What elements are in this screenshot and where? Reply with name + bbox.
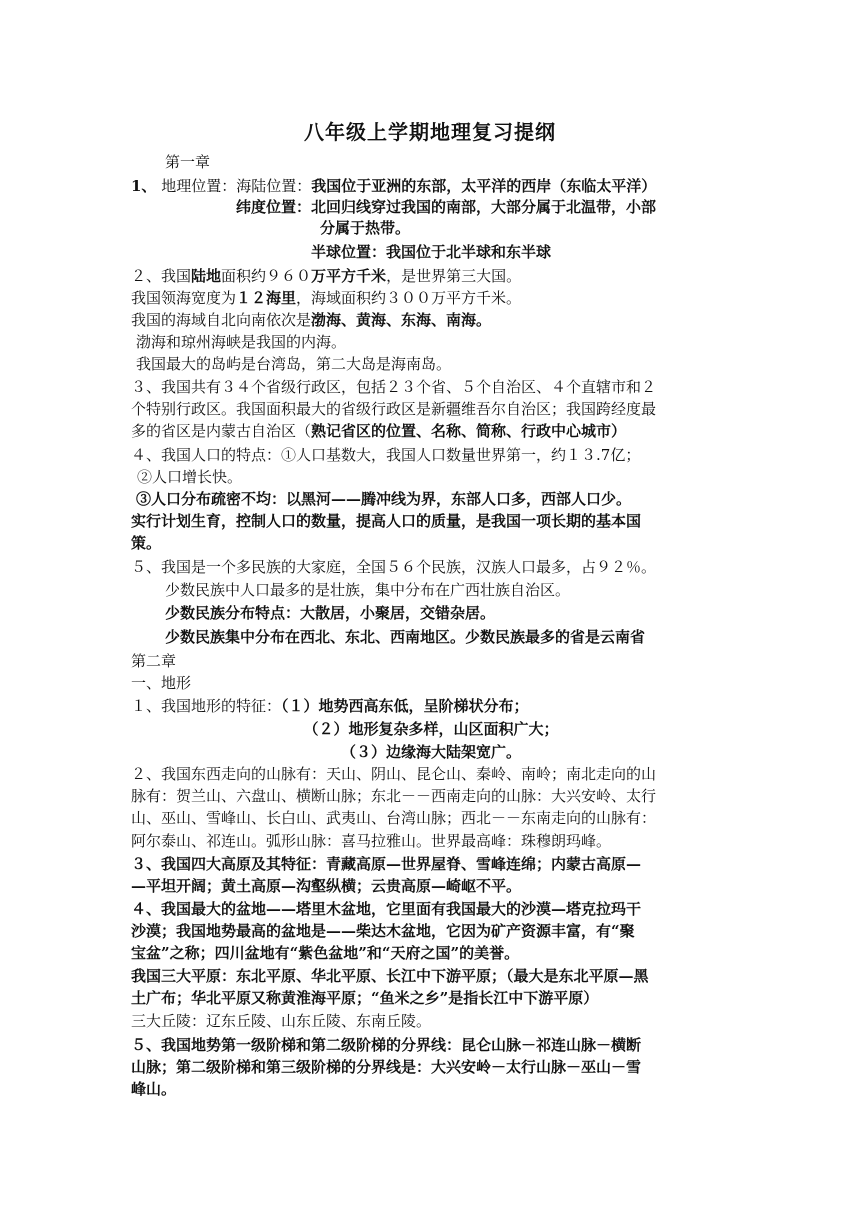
text-line (136, 332, 736, 352)
text-line (131, 943, 731, 963)
text-line (131, 742, 731, 762)
text-line (131, 377, 731, 397)
text-line (131, 445, 731, 465)
text-segment: ，是世界第三大国。 (386, 267, 522, 285)
text-line (131, 399, 731, 419)
bold-text-segment: —平坦开阔；黄土高原—沟壑纵横；云贵高原—崎岖不平。 (131, 877, 522, 895)
bold-text-segment: ５、我国地势第一级阶梯和第二级阶梯的分界线：昆仑山脉－祁连山脉－横断 (131, 1036, 642, 1054)
text-line (320, 218, 720, 238)
bold-text-segment: 山脉；第二级阶梯和第三级阶梯的分界线是：大兴安岭－太行山脉－巫山－雪 (131, 1058, 642, 1076)
bold-text-segment: ４、我国最大的盆地——塔里木盆地，它里面有我国最大的沙漠—塔克拉玛干 (131, 900, 642, 918)
text-line (131, 831, 731, 851)
text-line (165, 580, 725, 600)
text-line (165, 152, 725, 172)
bold-text-segment: 1、 (131, 177, 157, 195)
text-segment: 第一章 (165, 153, 211, 171)
text-segment: 渤海和琼州海峡是我国的内海。 (136, 333, 347, 351)
text-line (236, 197, 736, 217)
bold-text-segment: 宝盆”之称；四川盆地有“紫色盆地”和“天府之国”的美誉。 (131, 944, 520, 962)
text-segment: ５、我国是一个多民族的大家庭，全国５６个民族，汉族人口最多，占９２％。 (131, 558, 657, 576)
bold-text-segment: 沙漠；我国地势最高的盆地是——柴达木盆地，它因为矿产资源丰富，有“聚 (131, 922, 635, 940)
text-line (131, 764, 731, 784)
text-line (131, 808, 731, 828)
text-line (131, 1011, 731, 1031)
text-line (131, 421, 731, 441)
text-segment: 我国领海宽度为 (131, 289, 237, 307)
bold-text-segment: 分属于热带。 (320, 219, 411, 237)
text-line (137, 467, 737, 487)
text-line (131, 899, 731, 919)
text-segment: 阿尔泰山、祁连山。弧形山脉：喜马拉雅山。世界最高峰：珠穆朗玛峰。 (131, 832, 612, 850)
text-segment: ２、我国 (131, 267, 192, 285)
text-line (131, 533, 731, 553)
text-line (131, 719, 731, 739)
text-segment: 一、地形 (131, 674, 192, 692)
text-segment: 地理位置：海陆位置： (156, 177, 312, 195)
text-line (136, 489, 736, 509)
bold-text-segment: ③人口分布疏密不均：以黑河——腾冲线为界，东部人口多，西部人口少。 (136, 490, 632, 508)
text-segment: 多的省区是内蒙古自治区（ (131, 422, 312, 440)
bold-text-segment: （３）边缘海大陆架宽广。 (340, 743, 521, 761)
bold-text-segment: （２）地形复杂多样，山区面积广大； (303, 720, 559, 738)
bold-text-segment: 熟记省区的位置、名称、简称、行政中心城市） (311, 422, 627, 440)
bold-text-segment: （１）地势西高东低，呈阶梯状分布； (281, 697, 529, 715)
text-line (131, 310, 731, 330)
bold-text-segment: １２海里 (236, 289, 297, 307)
text-line (131, 176, 731, 196)
bold-text-segment: 我国位于亚洲的东部，太平洋的西岸（东临太平洋） (311, 177, 657, 195)
text-line (131, 651, 731, 671)
text-line (165, 627, 725, 647)
text-segment: 第二章 (131, 652, 177, 670)
bold-text-segment: 策。 (131, 534, 162, 552)
text-segment: ４、我国人口的特点：①人口基数大，我国人口数量世界第一，约１３.7亿； (131, 446, 641, 464)
text-line (131, 242, 731, 262)
text-line (131, 557, 731, 577)
text-line (131, 288, 731, 308)
text-line (131, 1057, 731, 1077)
text-line (131, 673, 731, 693)
document-title: 八年级上学期地理复习提纲 (304, 120, 556, 144)
text-segment: 面积约９６０ (221, 267, 312, 285)
text-segment: 少数民族中人口最多的是壮族，集中分布在广西壮族自治区。 (165, 581, 571, 599)
text-segment: 三大丘陵：辽东丘陵、山东丘陵、东南丘陵。 (131, 1012, 432, 1030)
text-line (136, 354, 736, 374)
text-line (131, 854, 731, 874)
bold-text-segment: 纬度位置：北回归线穿过我国的南部，大部分属于北温带，小部 (236, 198, 657, 216)
text-line (131, 988, 731, 1008)
text-line (131, 786, 731, 806)
text-segment: 我国最大的岛屿是台湾岛，第二大岛是海南岛。 (136, 355, 452, 373)
bold-text-segment: 少数民族集中分布在西北、东北、西南地区。少数民族最多的省是云南省 (165, 628, 646, 646)
text-segment: 山、巫山、雪峰山、长白山、武夷山、台湾山脉；西北－－东南走向的山脉有： (131, 809, 657, 827)
text-line (131, 921, 731, 941)
bold-text-segment: 土广布；华北平原又称黄淮海平原；“鱼米之乡”是指长江中下游平原） (131, 989, 599, 1007)
bold-text-segment: 万平方千米 (311, 267, 387, 285)
text-line (131, 511, 731, 531)
text-segment: １、我国地形的特征： (131, 697, 282, 715)
bold-text-segment: 陆地 (191, 267, 222, 285)
bold-text-segment: 峰山。 (131, 1080, 177, 1098)
bold-text-segment: 少数民族分布特点：大散居，小聚居，交错杂居。 (165, 604, 496, 622)
text-line (131, 1079, 731, 1099)
text-line (131, 696, 731, 716)
bold-text-segment: ３、我国四大高原及其特征：青藏高原—世界屋脊、雪峰连绵；内蒙古高原— (131, 855, 642, 873)
text-line (131, 966, 731, 986)
text-segment: ３、我国共有３４个省级行政区，包括２３个省、５个自治区、４个直辖市和２ (131, 378, 657, 396)
bold-text-segment: 渤海、黄海、东海、南海。 (311, 311, 492, 329)
text-segment: 脉有：贺兰山、六盘山、横断山脉；东北－－西南走向的山脉：大兴安岭、太行 (131, 787, 657, 805)
bold-text-segment: 实行计划生育，控制人口的数量，提高人口的质量，是我国一项长期的基本国 (131, 512, 642, 530)
text-segment: 个特别行政区。我国面积最大的省级行政区是新疆维吾尔自治区；我国跨经度最 (131, 400, 657, 418)
text-line (131, 1035, 731, 1055)
bold-text-segment: 半球位置：我国位于北半球和东半球 (310, 243, 551, 261)
text-line (165, 603, 725, 623)
bold-text-segment: 我国三大平原：东北平原、华北平原、长江中下游平原；（最大是东北平原—黑 (131, 967, 649, 985)
text-segment: ②人口增长快。 (137, 468, 243, 486)
text-segment: ，海域面积约３００万平方千米。 (296, 289, 522, 307)
text-segment: 我国的海域自北向南依次是 (131, 311, 312, 329)
text-line (131, 266, 731, 286)
text-segment: ２、我国东西走向的山脉有：天山、阴山、昆仑山、秦岭、南岭；南北走向的山 (131, 765, 657, 783)
text-line (131, 876, 731, 896)
